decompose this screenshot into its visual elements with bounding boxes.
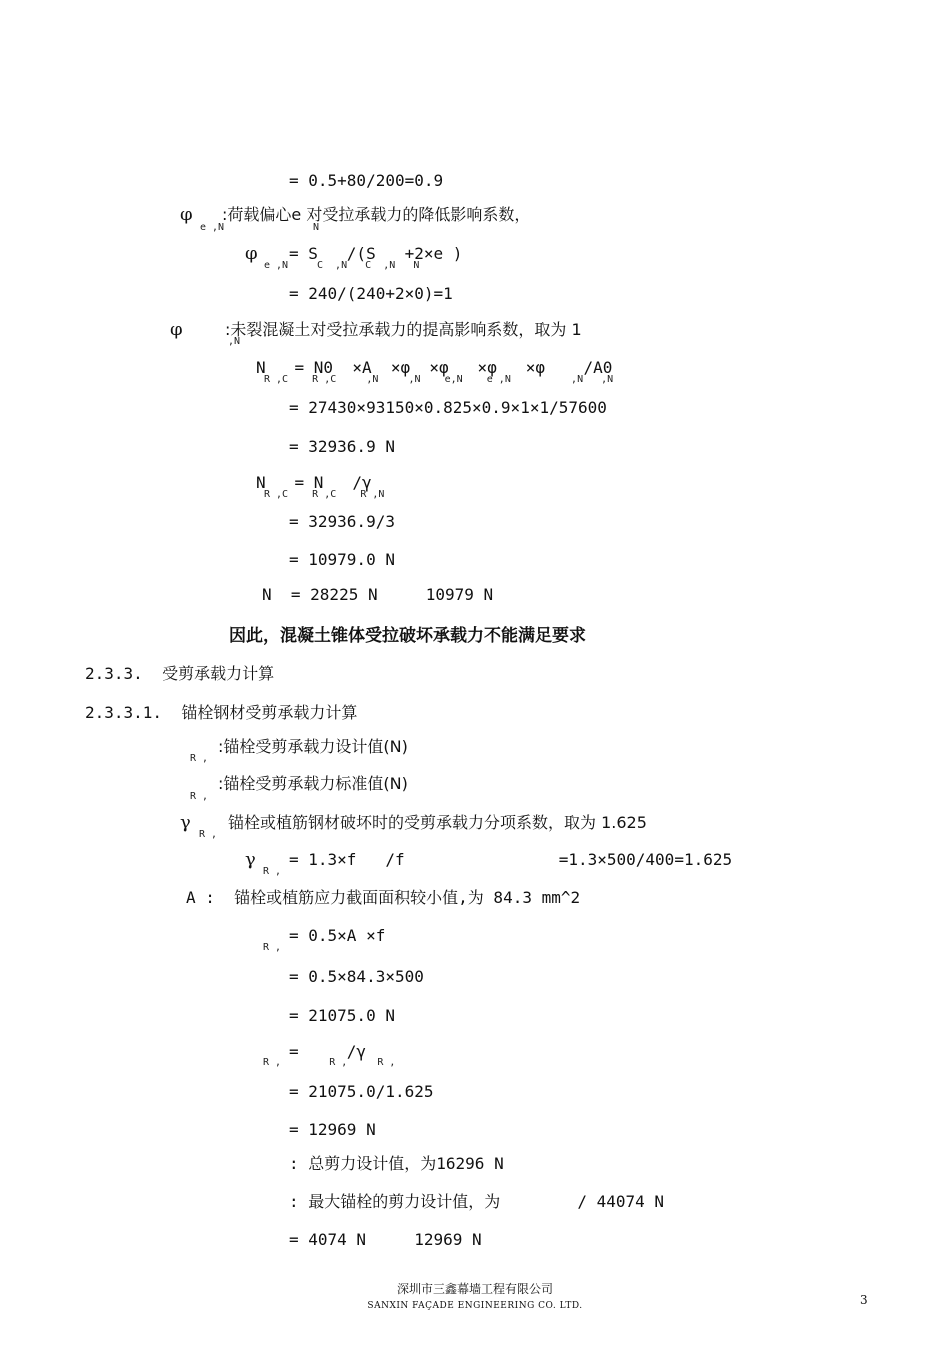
definition-text: :锚栓受剪承载力设计值(N)	[218, 737, 408, 756]
definition-text: :未裂混凝土对受拉承载力的提高影响系数，取为 1	[225, 320, 582, 339]
subscript: e ,N	[200, 222, 225, 233]
formula-line: = 1.3×f /f =1.3×500/400=1.625	[289, 850, 733, 869]
formula-line: = 10979.0 N	[289, 550, 395, 569]
footer-company-cn: 深圳市三鑫幕墙工程有限公司	[396, 1282, 553, 1296]
footer-company-en: SANXIN FAÇADE ENGINEERING CO. LTD.	[367, 1301, 583, 1311]
gamma-symbol: γ	[245, 849, 256, 870]
formula-line: = 12969 N	[289, 1120, 376, 1139]
phi-symbol: φ	[170, 319, 183, 340]
formula-line: N = N0 ×A ×φ ×φ ×φ ×φ /A0	[256, 358, 613, 377]
subsection-heading: 2.3.3.1. 锚栓钢材受剪承载力计算	[85, 703, 358, 722]
definition-text: :荷载偏心e 对受拉承载力的降低影响系数，	[222, 205, 531, 224]
formula-line: N = 28225 N 10979 N	[262, 585, 494, 604]
formula-line: = 32936.9/3	[289, 512, 395, 531]
formula-line: = S /(S +2×e )	[289, 244, 463, 263]
conclusion-text: 因此，混凝土锥体受拉破坏承载力不能满足要求	[229, 626, 586, 646]
formula-line: : 最大锚栓的剪力设计值，为 / 44074 N	[289, 1192, 665, 1211]
formula-line: = 27430×93150×0.825×0.9×1×1/57600	[289, 398, 607, 417]
formula-line: = 0.5×84.3×500	[289, 967, 424, 986]
formula-line: = 0.5+80/200=0.9	[289, 171, 444, 190]
subscript: R ,	[263, 942, 282, 953]
page-number: 3	[860, 1293, 868, 1307]
phi-symbol: φ	[245, 243, 258, 264]
subscript: R ,	[190, 753, 209, 764]
subscript: e ,N	[264, 260, 289, 271]
subscript: R , R , R ,	[263, 1057, 396, 1068]
subscript: R ,C R ,C R ,N	[264, 489, 385, 500]
formula-line: = 21075.0 N	[289, 1006, 395, 1025]
subscript: C ,N C ,N N	[317, 260, 420, 271]
definition-text: A : 锚栓或植筋应力截面面积较小值,为 84.3 mm^2	[186, 888, 581, 907]
phi-symbol: φ	[180, 204, 193, 225]
formula-line: = 4074 N 12969 N	[289, 1230, 482, 1249]
formula-line: : 总剪力设计值，为16296 N	[289, 1154, 504, 1173]
subscript: R ,	[190, 791, 209, 802]
subscript: R ,	[263, 866, 282, 877]
formula-line: = /γ	[289, 1042, 367, 1061]
subscript: R ,C R ,C ,N ,N e,N e ,N ,N ,N	[264, 374, 614, 385]
formula-line: = 0.5×A ×f	[289, 926, 386, 945]
gamma-symbol: γ	[180, 812, 191, 833]
definition-text: :锚栓受剪承载力标准值(N)	[218, 774, 408, 793]
subscript: ,N	[228, 336, 241, 347]
subscript: R ,	[199, 829, 218, 840]
formula-line: = 21075.0/1.625	[289, 1082, 434, 1101]
formula-line: = 240/(240+2×0)=1	[289, 284, 453, 303]
formula-line: N = N /γ	[256, 473, 372, 492]
definition-text: 锚栓或植筋钢材破坏时的受剪承载力分项系数，取为 1.625	[228, 813, 647, 832]
section-heading: 2.3.3. 受剪承载力计算	[85, 664, 275, 683]
formula-line: = 32936.9 N	[289, 437, 395, 456]
subscript: N	[313, 222, 320, 233]
